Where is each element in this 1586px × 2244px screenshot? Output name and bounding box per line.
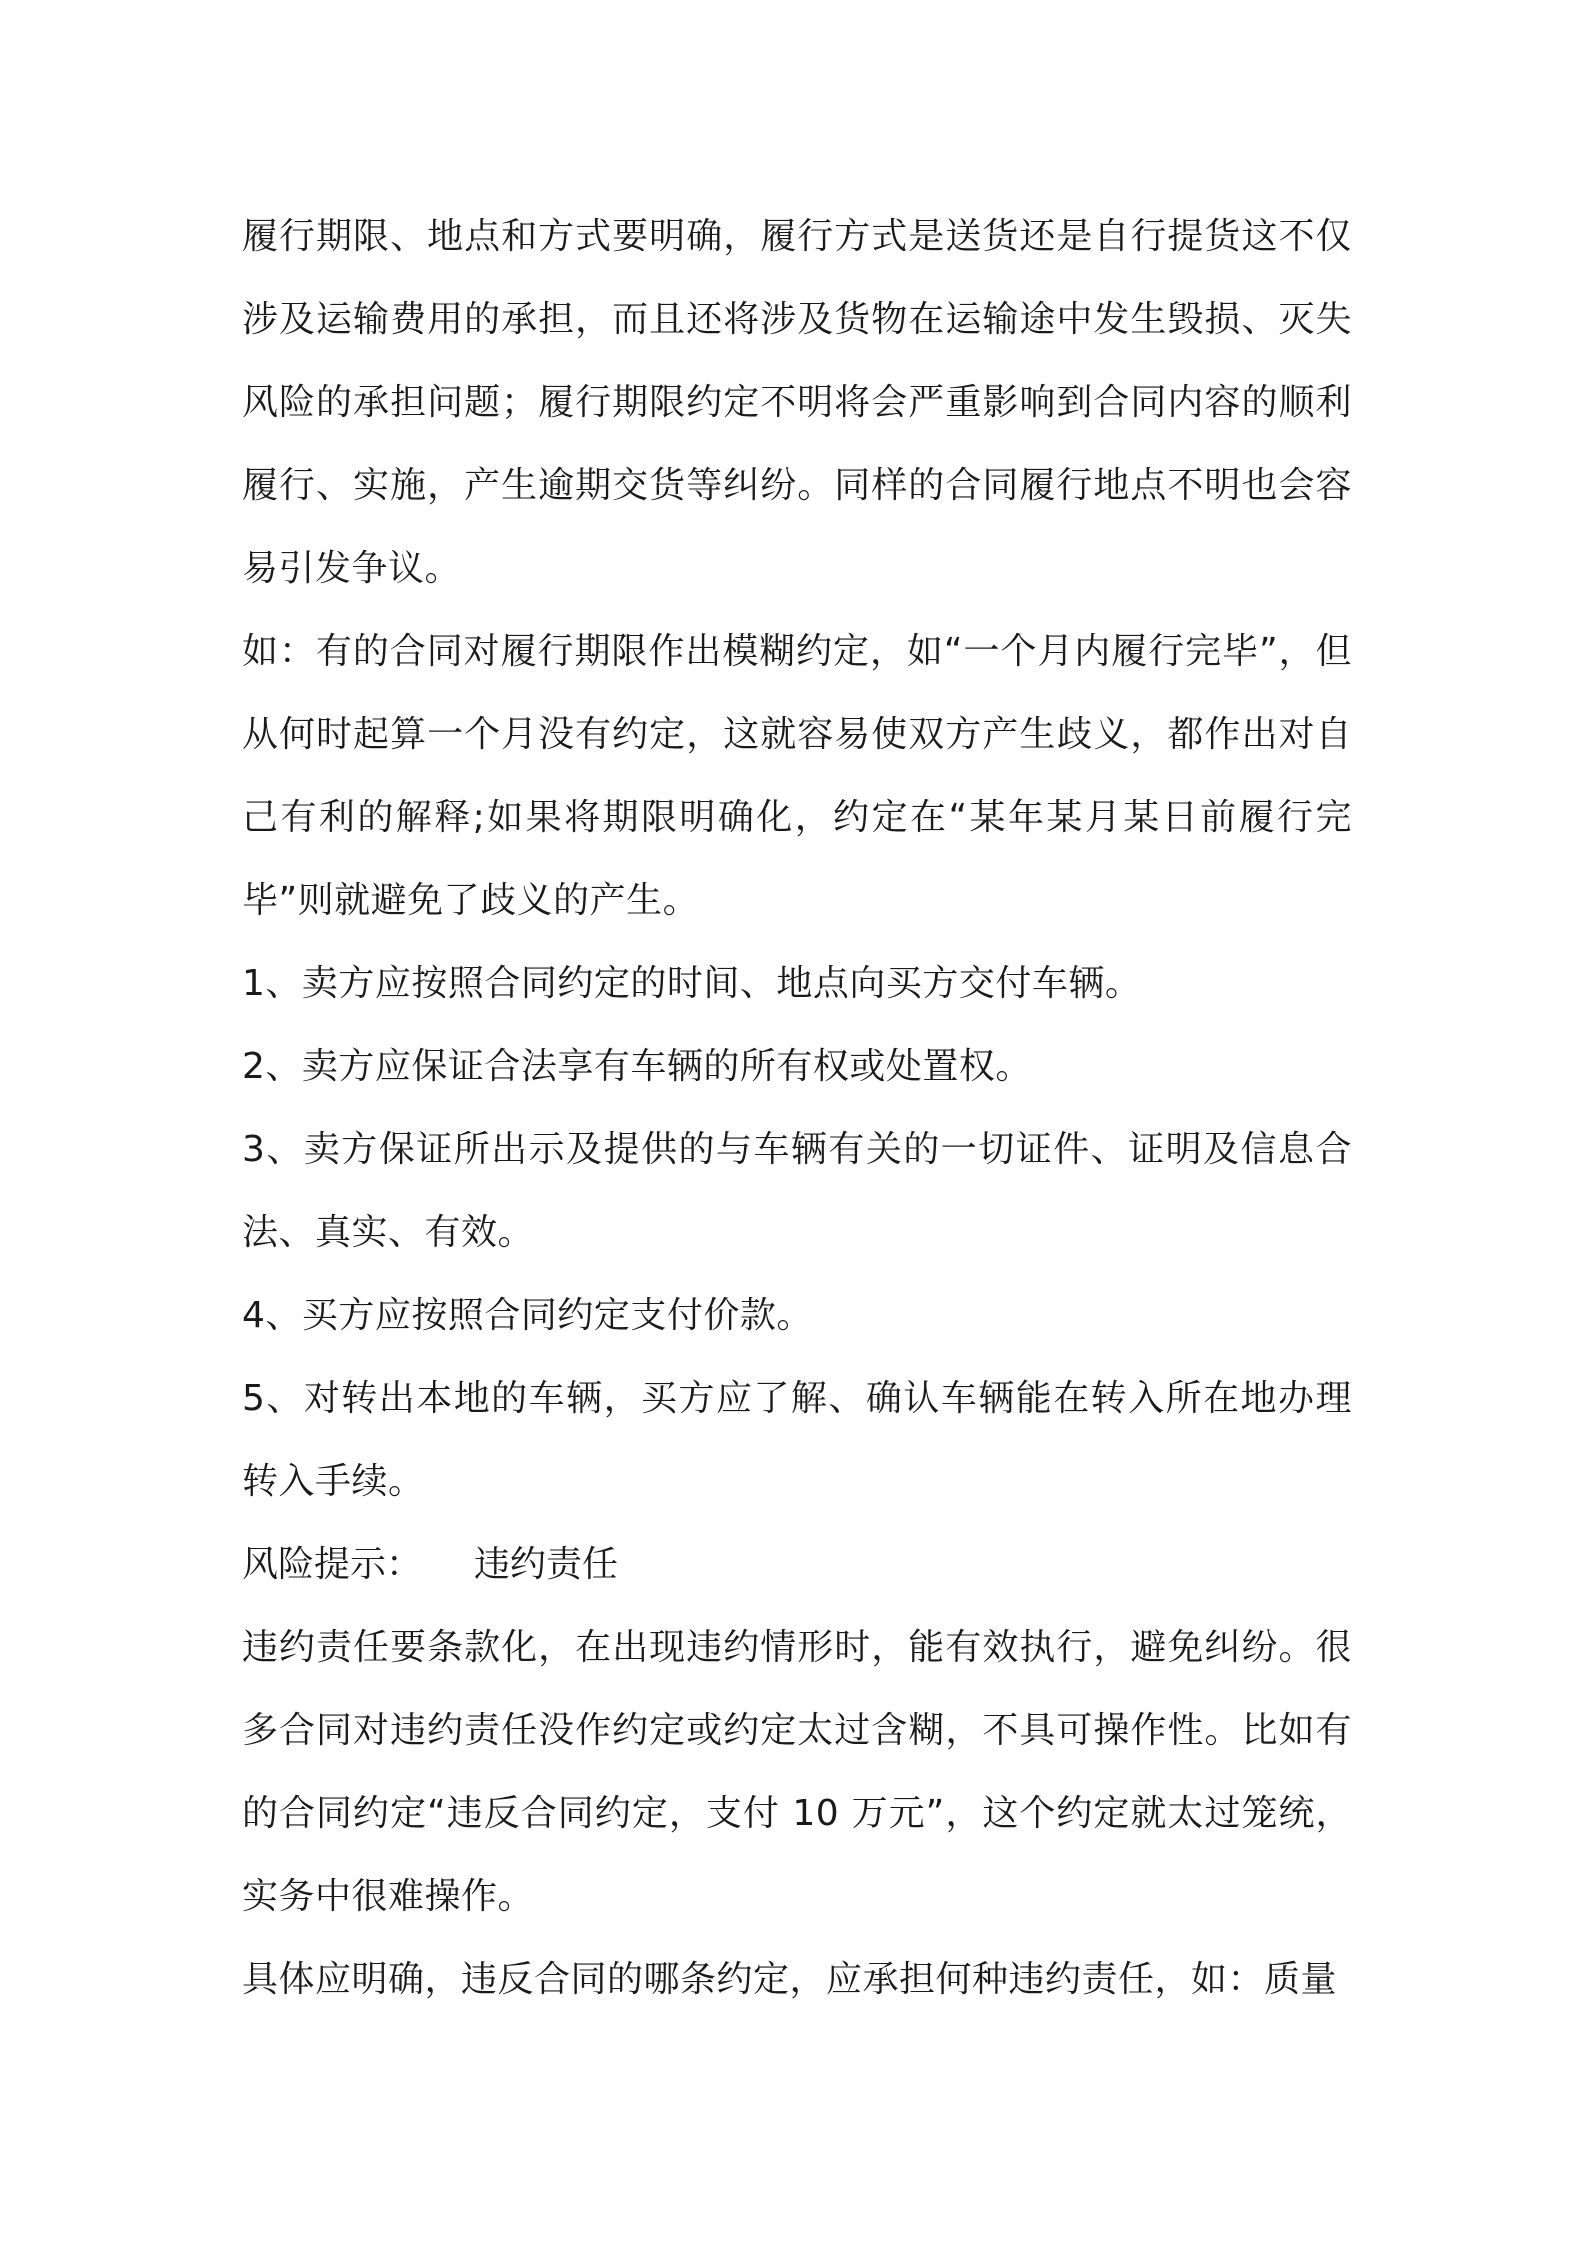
list-item-buyer-transfer: 5、对转出本地的车辆，买方应了解、确认车辆能在转入所在地办理转入手续。	[242, 1378, 1352, 1502]
document-page	[242, 195, 1352, 2021]
paragraph-performance-terms: 履行期限、地点和方式要明确，履行方式是送货还是自行提货这不仅涉及运输费用的承担，而且还将涉及货物在运输途中发生毁损、灭失风险的承担问题；履行期限约定不明将会严重影响到合同内容的顺利履行、实施，产生逾期交货等纠纷。同样的合同履行地点不明也会容易引发争议。	[242, 216, 1352, 589]
paragraph-liability-specifics: 具体应明确，违反合同的哪条约定，应承担何种违约责任，如：质量	[242, 1959, 1338, 2000]
risk-heading	[242, 1523, 1352, 1606]
list-item-seller-ownership: 2、卖方应保证合法享有车辆的所有权或处置权。	[242, 1046, 1032, 1087]
list-item-seller-delivery: 1、卖方应按照合同约定的时间、地点向买方交付车辆。	[242, 963, 1142, 1004]
list-item-buyer-payment: 4、买方应按照合同约定支付价款。	[242, 1295, 813, 1336]
list-item-seller-documents: 3、卖方保证所出示及提供的与车辆有关的一切证件、证明及信息合法、真实、有效。	[242, 1129, 1352, 1253]
paragraph-example-deadline: 如：有的合同对履行期限作出模糊约定，如“一个月内履行完毕”，但从何时起算一个月没有约定，这就容易使双方产生歧义，都作出对自己有利的解释;如果将期限明确化，约定在“某年某月某日前履行完毕”则就避免了歧义的产生。	[242, 631, 1352, 921]
risk-topic: 违约责任	[474, 1544, 619, 1585]
paragraph-liability-clauses: 违约责任要条款化，在出现违约情形时，能有效执行，避免纠纷。很多合同对违约责任没作约定或约定太过含糊，不具可操作性。比如有的合同约定“违反合同约定，支付 10 万元”，这个约定就太过笼统，实务中很难操作。	[242, 1627, 1352, 1917]
risk-label: 风险提示：	[242, 1544, 423, 1585]
